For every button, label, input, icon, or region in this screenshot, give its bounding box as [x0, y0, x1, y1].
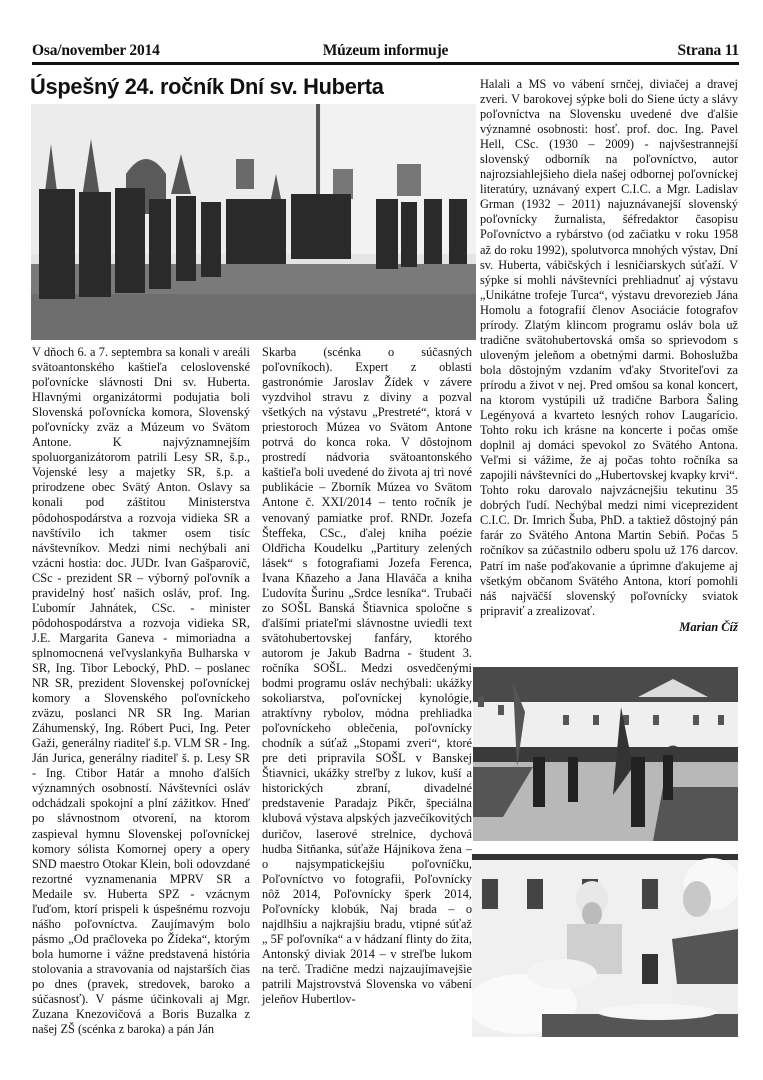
page-header	[32, 42, 739, 64]
article-column-1	[32, 345, 250, 1037]
ceremony-courtyard-photo	[31, 104, 476, 340]
article-text-col1: V dňoch 6. a 7. septembra sa konali v areáli svätoantonského kaštieľa celoslovenské poľovnícke slávnosti Dni sv. Huberta. Hlavnými organizátormi podujatia boli Slovenská poľovnícka komora, Slovenský poľovnícky zväz a Múzeum vo Svätom Antone. K najvýznamnejším spoluorganizátorom patrili Lesy SR, š.p., Vojenské lesy a majetky SR, š.p. a prirodzene obec Svätý Anton. Oslavy sa konali pod záštitou Ministerstva pôdohospodárstva a rozvoja vidieka SR a navštívilo ich takmer osem tisíc návštevníkov. Medzi nimi nechýbali ani vzácni hostia: doc. JUDr. Ivan Gašparovič, CSc - prezident SR – výborný poľovník a pravidelný hosť našich osláv, prof. Ing. Ľubomír Jahnátek, CSc. - minister pôdohospodárstva a rozvoja vidieka SR, J.E. Margarita Ganeva - mimoriadna a splnomocnená veľvyslankyňa Bulharska v SR, Ing. Tibor Lebocký, PhD. – poslanec NR SR, prezident Slovenskej poľovníckej komory a Slovenského poľovníckeho zväzu, poslanci NR SR Ing. Marian Záhumenský, Ing. Róbert Puci, Ing. Peter Gaži, generálny riaditeľ š.p. VLM SR - Ing. Ján Jurica, generálny riaditeľ š. p. Lesy SR - Ing. Ctibor Határ a mnoho ďalších významných osobností. Návštevníci osláv odchádzali spokojní a plní zážitkov. Hneď po slávnostnom otvorení, na ktorom zaspieval hymnu Slovenskej poľovníckej komory sólista Komornej opery a opery SND maestro Otokar Klein, boli odovzdané rezortné vyznamenania MPRV SR a Medaile sv. Huberta SPZ - vzácnym ľuďom, ktorí prispeli k úspešnému rozvoju nášho poľovníctva. Zaujímavým bolo pásmo „Od pračloveka po Žídeka“, ktorým bola humorne i vážne predstavená história stolovania a stravovania od najstarších čias po dnes (pravek, stredovek, baroko a súčasnosť). V pásme účinkovali aj Mgr. Zuzana Knezovičová a Boris Buzalka z našej ZŠ (scénka z baroka) a pán Ján	[32, 345, 250, 1037]
article-column-2	[262, 345, 472, 1007]
section-name: Múzeum informuje	[322, 42, 449, 59]
article-text-col2: Skarba (scénka o súčasných poľovníkoch). Expert z oblasti gastronómie Jaroslav Žídek v závere vyzdvihol stravu z diviny a pozval všetkých na výstavu „Prestreté“, ktorá v priestoroch Múzea vo Svätom Antone potrvá do konca roka. V dôstojnom prostredí nádvoria svätoantonského kaštieľa boli uvedené do života aj tri nové publikácie – Zborník Múzea vo Svätom Antone č. XXI/2014 – tento ročník je venovaný pamiatke prof. RNDr. Jozefa Šteffeka, CSc., ďalej kniha poézie Oldřicha Koudelku „Partitury zelených lásek“ s fotografiami Jozefa Ferenca, Ivana Kňazeho a Jana Hlaváča a kniha Ľudovíta Šurinu „Srdce lesníka“. Trubači zo SOŠL Banská Štiavnica spoločne s ďalšími priateľmi slávnostne uviedli text svätohubertovskej fanfáry, ktorého autorom je Jakub Badrna - študent 3. ročníka SOŠL. Medzi osvedčenými bodmi programu osláv nechýbali: ukážky sokoliarstva, poľovníckej kynológie, atraktívny rybolov, módna prehliadka poľovníckeho oblečenia, poľovnícky chodník a súťaž „Stopami zveri“, ktoré pre deti pripravila SOŠL v Banskej Štiavnici, ukážky streľby z lukov, kuší a historických zbraní, divadelné predstavenie Paradajz Píkčr, špeciálna klubová výstava alpských jazvečíkovitých duričov, laserové strelnice, dychová hudba Sitňanka, súťaže Hájnikova žena – o najsympatickejšiu poľovníčku, Poľovníctvo vo fotografii, Poľovnícky nôž 2014, Poľovnícky šperk 2014, Poľovnícky klobúk, Naj brada – o najdlhšiu a najkrajšiu bradu, vtipné súťaž „ 5F poľovníka“ a v hádzaní flinty do žita, Antonský diviak 2014 – v streľbe lukom na terč. Tradične medzi najzaujímavejšie patrili Majstrovstvá Slovenska vo vábení jeleňov Hubertlov-	[262, 345, 472, 1007]
author-signature: Marian Číž	[679, 619, 738, 634]
page-number: Strana 11	[677, 42, 739, 59]
article-text-col3: Halali a MS vo vábení srnčej, diviačej a dravej zveri. V barokovej sýpke boli do Siene úcty a slávy poľovníctva na Slovensku uvedené dve ďalšie významné osobnosti: hosť. prof. doc. Ing. Pavel Hell, CSc. (1930 – 2009) - najvšestrannejší slovenský odborník na poľovníctvo, autor najrozsiahlejšieho diela našej odbornej poľovníckej literatúry, uznávaný expert C.I.C. a Mgr. Ladislav Grman (1932 – 2011) najuznávanejší slovenský poľovnícky žurnalista, šéfredaktor časopisu Poľovníctvo a rybárstvo (od začiatku v roku 1958 až do roku 1992), spolutvorca mnohých výstav, Dní sv. Huberta, vábičských i lesničiarskych súťaží. V sýpke si mohli návštevníci prehliadnuť aj výstavu „Unikátne trofeje Turca“, výstavu drevorezieb Jána Homolu a fotografií členov Asociácie fotografov prírody. Zlatým klincom programu osláv bola už tradične svätohubertovská omša so sprievodom s uloveným jeleňom a obetnými darmi. Bohoslužba bola dôstojným vzdaním vďaky Stvoriteľovi za prírodu a život v nej. Pred omšou sa konal koncert, na ktorom vystúpili už tradične Barbora Šaling Legényová a kvarteto lesných rohov Laugarício. Tohto roku ich krásne na koncerte i počas omše doplnil aj domáci spevokol zo Svätého Antona. Veľmi si vážime, že aj počas tohto ročníka sa zapojili návštevníci do „Hubertovskej kvapky krvi“. Tohto roku darovalo najvzácnejšiu tekutinu 35 dobrých ľudí. Nechýbal medzi nimi viceprezident C.I.C. Dr. Imrich Šuba, PhD. a taktiež dôstojný pán farár zo Svätého Antona Martin Sebiň. Počas 5 ročníkov sa zúčastnilo odberu spolu už 176 darcov. Patrí im naše poďakovanie a úprimne ďakujeme aj všetkým občanom Svätého Antona, ktorí pomohli náš najväčší slovenský poľovnícky sviatok pripraviť a zrealizovať.	[480, 77, 738, 618]
procession-with-flags-photo	[473, 667, 738, 841]
article-title: Úspešný 24. ročník Dní sv. Huberta	[30, 74, 384, 99]
baroque-costume-performance-photo	[472, 854, 738, 1037]
header-rule	[32, 62, 739, 65]
issue-date: Osa/november 2014	[32, 42, 160, 59]
article-column-3	[480, 77, 738, 635]
